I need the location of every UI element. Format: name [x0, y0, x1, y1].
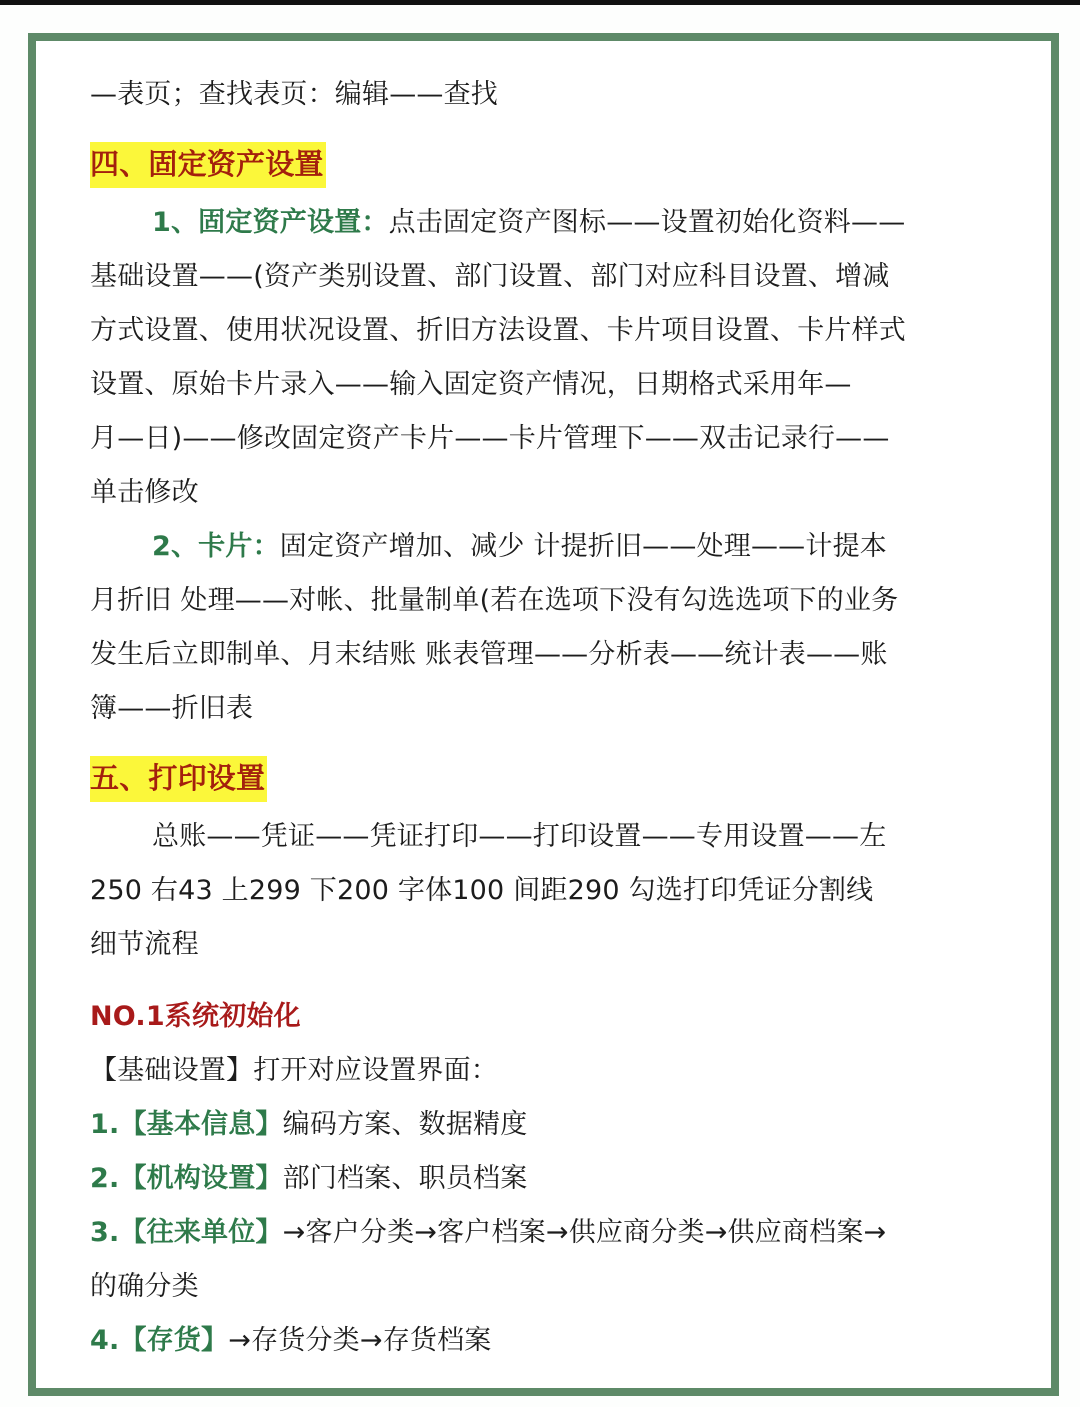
item-1-line: 月—日)——修改固定资产卡片——卡片管理下——双击记录行—— — [90, 423, 890, 454]
section-4-title: 四、固定资产设置 — [90, 142, 326, 188]
no1-item-text: 编码方案、数据精度 — [282, 1109, 528, 1140]
item-2-text: 固定资产增加、减少 计提折旧——处理——计提本 — [279, 531, 887, 562]
section-5-line: 250 右43 上299 下200 字体100 间距290 勾选打印凭证分割线 — [90, 875, 874, 906]
item-1-label: 1、固定资产设置： — [152, 207, 389, 238]
item-2-label: 2、卡片： — [152, 531, 280, 562]
no1-item-label: 3.【往来单位】 — [90, 1217, 283, 1248]
no1-title: NO.1系统初始化 — [90, 1001, 301, 1032]
item-2-line: 发生后立即制单、月末结账 账表管理——分析表——统计表——账 — [90, 639, 888, 670]
item-1-line: 设置、原始卡片录入——输入固定资产情况，日期格式采用年— — [90, 369, 852, 400]
no1-item-label: 4.【存货】 — [90, 1325, 229, 1356]
section-4-item-1-line — [90, 206, 905, 240]
section-5-heading — [90, 756, 267, 802]
item-1-line: 单击修改 — [90, 477, 199, 508]
no1-item-label: 1.【基本信息】 — [90, 1109, 283, 1140]
section-4-heading — [90, 142, 326, 188]
item-1-line: 方式设置、使用状况设置、折旧方法设置、卡片项目设置、卡片样式 — [90, 315, 906, 346]
item-2-line: 簿——折旧表 — [90, 693, 254, 724]
section-5-title: 五、打印设置 — [90, 756, 267, 802]
no1-item — [90, 1162, 527, 1196]
section-4-item-2-line — [90, 530, 887, 564]
no1-item — [90, 1216, 886, 1250]
no1-item-continuation: 的确分类 — [90, 1271, 199, 1302]
item-1-line: 基础设置——(资产类别设置、部门设置、部门对应科目设置、增减 — [90, 261, 890, 292]
section-5-line: 细节流程 — [90, 929, 199, 960]
section-5-line: 总账——凭证——凭证打印——打印设置——专用设置——左 — [152, 821, 887, 852]
no1-item-text: →存货分类→存货档案 — [228, 1325, 492, 1356]
no1-item — [90, 1324, 492, 1358]
no1-item-label: 2.【机构设置】 — [90, 1163, 283, 1194]
item-1-text: 点击固定资产图标——设置初始化资料—— — [388, 207, 906, 238]
no1-intro: 【基础设置】打开对应设置界面： — [90, 1055, 498, 1086]
no1-item-text: 部门档案、职员档案 — [282, 1163, 528, 1194]
no1-item — [90, 1108, 527, 1142]
continuation-text: —表页；查找表页：编辑——查找 — [90, 79, 498, 110]
no1-item-text: →客户分类→客户档案→供应商分类→供应商档案→ — [282, 1217, 887, 1248]
item-2-line: 月折旧 处理——对帐、批量制单(若在选项下没有勾选选项下的业务 — [90, 585, 899, 616]
top-bar — [0, 0, 1080, 5]
